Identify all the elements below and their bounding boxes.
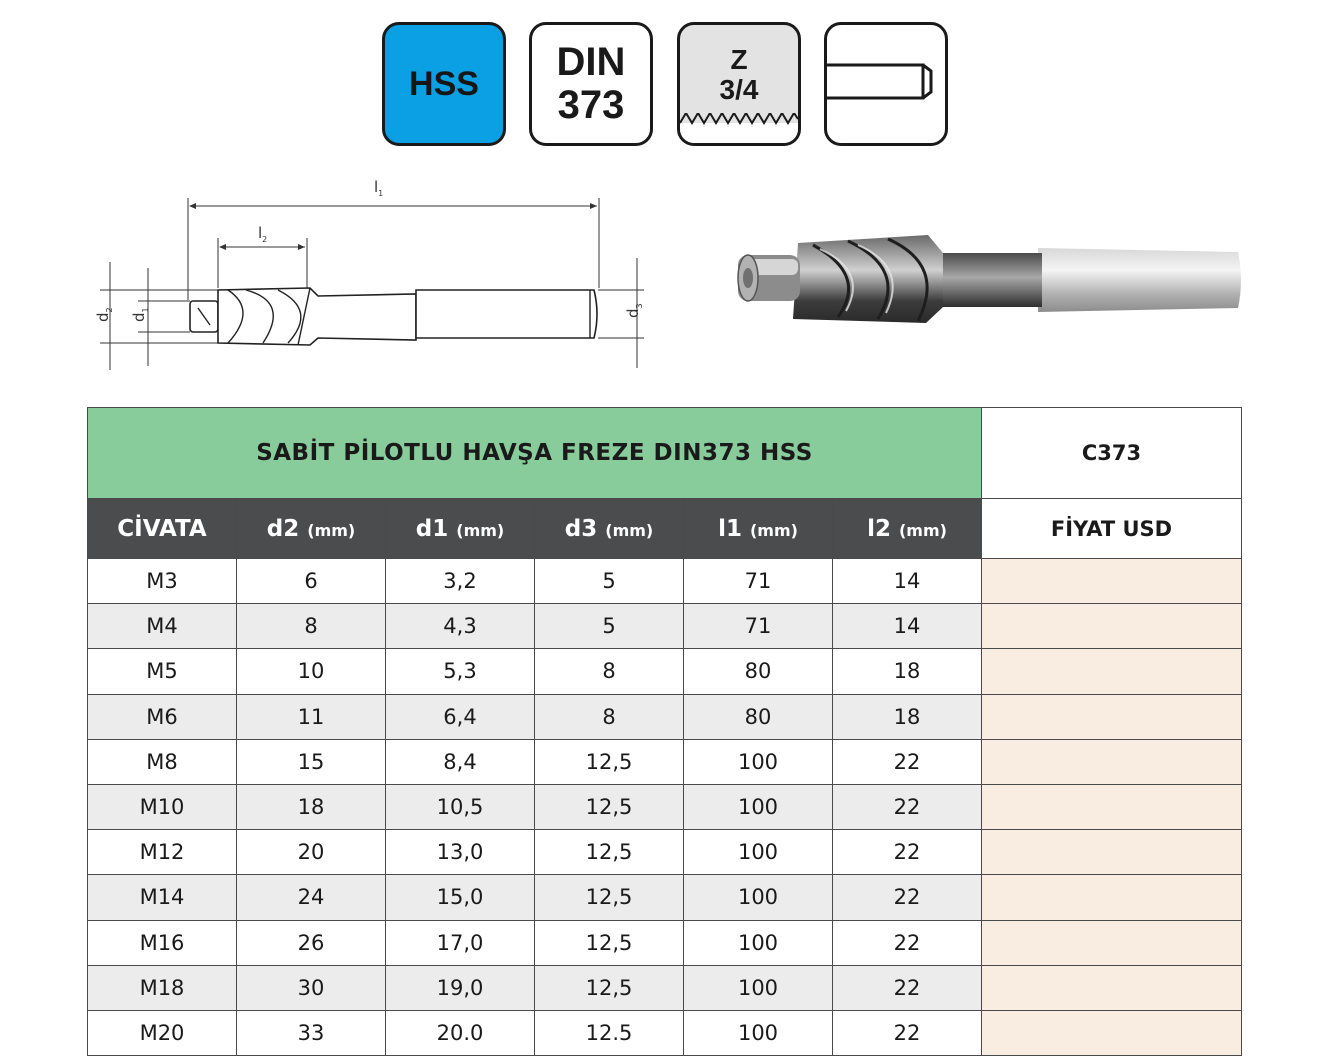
col-header-price: FİYAT USD [982,499,1242,559]
cell-civata: M16 [88,920,237,965]
cell-l2: 14 [833,604,982,649]
cell-civata: M12 [88,830,237,875]
cell-l1: 80 [684,694,833,739]
cell-d2: 18 [237,784,386,829]
flute-count-badge [677,22,801,146]
d2-label: $d_2$ [94,307,114,322]
din-standard-badge [529,22,653,146]
cell-civata: M4 [88,604,237,649]
cell-l1: 100 [684,739,833,784]
cell-price[interactable] [982,965,1242,1010]
cell-l1: 80 [684,649,833,694]
cell-d1: 19,0 [386,965,535,1010]
cell-l2: 22 [833,920,982,965]
table-body [88,559,1242,1056]
cell-civata: M8 [88,739,237,784]
cell-l1: 100 [684,784,833,829]
cell-d1: 8,4 [386,739,535,784]
table-row [88,739,1242,784]
table-row [88,965,1242,1010]
cell-d3: 5 [535,559,684,604]
product-code: C373 [982,408,1242,499]
cell-d1: 17,0 [386,920,535,965]
cell-price[interactable] [982,875,1242,920]
table-row [88,694,1242,739]
table-row [88,604,1242,649]
cell-d3: 12,5 [535,830,684,875]
cell-l1: 100 [684,920,833,965]
cell-l1: 71 [684,604,833,649]
cell-price[interactable] [982,739,1242,784]
cell-l2: 22 [833,1010,982,1055]
cell-civata: M5 [88,649,237,694]
cell-price[interactable] [982,604,1242,649]
cell-d2: 33 [237,1010,386,1055]
cell-d1: 4,3 [386,604,535,649]
table-row [88,649,1242,694]
cell-d1: 15,0 [386,875,535,920]
cell-d2: 26 [237,920,386,965]
cell-d3: 12,5 [535,784,684,829]
title-row [88,408,1242,499]
cell-l2: 18 [833,694,982,739]
flute-label: Z [730,44,748,75]
header-row [88,499,1242,559]
l1-label: $l_1$ [374,178,384,198]
cell-d2: 20 [237,830,386,875]
cell-l2: 22 [833,830,982,875]
table-row [88,920,1242,965]
cell-d3: 8 [535,649,684,694]
shank-outline-icon [827,25,945,143]
cell-civata: M6 [88,694,237,739]
cell-price[interactable] [982,649,1242,694]
flute-value: 3/4 [719,74,759,105]
col-header-d3: d3 (mm) [535,499,684,559]
cell-l1: 100 [684,965,833,1010]
din-number: 373 [557,83,625,127]
technical-drawing [78,170,668,380]
cell-d1: 5,3 [386,649,535,694]
spec-table [87,407,1242,1056]
cell-civata: M14 [88,875,237,920]
cell-price[interactable] [982,559,1242,604]
table-title: SABİT PİLOTLU HAVŞA FREZE DIN373 HSS [88,408,982,499]
cell-price[interactable] [982,1010,1242,1055]
din-label: DIN [556,40,626,84]
teeth-zigzag-icon [680,113,798,143]
cell-d2: 11 [237,694,386,739]
l2-label: $l_2$ [258,224,268,244]
cell-civata: M18 [88,965,237,1010]
table-row [88,784,1242,829]
cell-price[interactable] [982,920,1242,965]
cell-l2: 22 [833,965,982,1010]
cell-l2: 22 [833,739,982,784]
cell-d3: 12,5 [535,875,684,920]
cylindrical-shank-icon [824,22,948,146]
cell-d1: 20.0 [386,1010,535,1055]
cell-l2: 14 [833,559,982,604]
cell-d1: 13,0 [386,830,535,875]
cell-d2: 6 [237,559,386,604]
cell-l1: 71 [684,559,833,604]
cell-civata: M3 [88,559,237,604]
cell-l1: 100 [684,1010,833,1055]
cell-d2: 24 [237,875,386,920]
col-header-l1: l1 (mm) [684,499,833,559]
cell-d3: 8 [535,694,684,739]
cell-d3: 5 [535,604,684,649]
hss-material-badge [382,22,506,146]
cell-d3: 12,5 [535,965,684,1010]
cell-l2: 18 [833,649,982,694]
cell-civata: M20 [88,1010,237,1055]
cell-d2: 30 [237,965,386,1010]
cell-d1: 6,4 [386,694,535,739]
cell-d2: 10 [237,649,386,694]
cell-civata: M10 [88,784,237,829]
table-row [88,559,1242,604]
table-row [88,1010,1242,1055]
cell-d3: 12,5 [535,920,684,965]
product-photo [718,205,1258,335]
cell-d1: 3,2 [386,559,535,604]
cell-l2: 22 [833,875,982,920]
cell-d2: 8 [237,604,386,649]
cell-d1: 10,5 [386,784,535,829]
cell-price[interactable] [982,830,1242,875]
d1-label: $d_1$ [130,307,150,322]
table-row [88,875,1242,920]
cell-d2: 15 [237,739,386,784]
cell-d3: 12,5 [535,739,684,784]
col-header-l2: l2 (mm) [833,499,982,559]
hss-label: HSS [409,64,479,103]
cell-d3: 12.5 [535,1010,684,1055]
cell-l2: 22 [833,784,982,829]
col-header-civata: CİVATA [88,499,237,559]
cell-l1: 100 [684,830,833,875]
cell-l1: 100 [684,875,833,920]
cell-price[interactable] [982,694,1242,739]
d3-label: $d_3$ [624,303,644,318]
col-header-d2: d2 (mm) [237,499,386,559]
table-row [88,830,1242,875]
col-header-d1: d1 (mm) [386,499,535,559]
cell-price[interactable] [982,784,1242,829]
